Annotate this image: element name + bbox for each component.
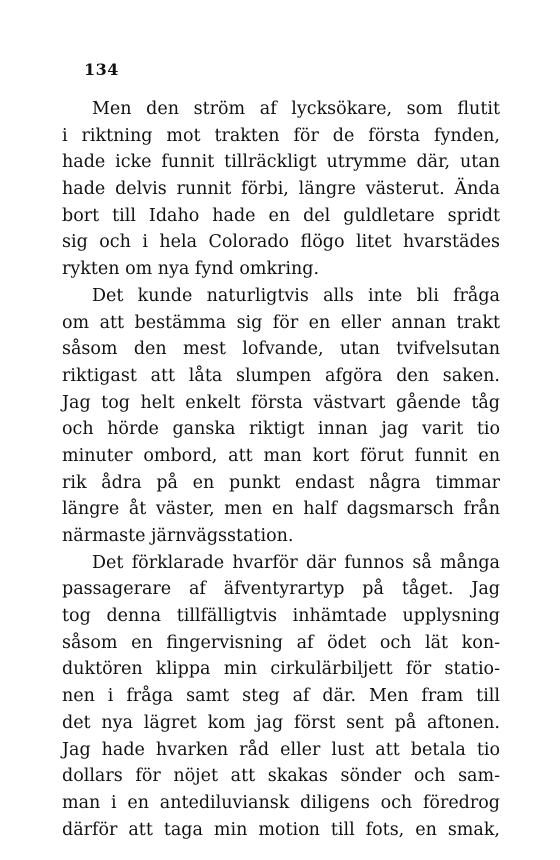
text-line: dollars för nöjet att skakas sönder och sam- — [62, 766, 500, 787]
text-line: nen i fråga samt steg af där. Men fram till — [62, 686, 500, 707]
text-line: bort till Idaho hade en del guldletare spridt — [62, 205, 500, 226]
text-line: längre åt väster, men en half dagsmarsch från — [62, 499, 500, 520]
text-line: rik ådra på en punkt endast några timmar — [62, 472, 500, 493]
text-line: hade icke funnit tillräckligt utrymme där, utan — [62, 152, 500, 173]
text-line: och hörde ganska riktigt innan jag varit tio — [62, 419, 500, 440]
body-text — [62, 96, 500, 843]
text-line: det nya lägret kom jag först sent på aftonen. — [62, 712, 500, 733]
text-line: såsom den mest lofvande, utan tvifvelsutan — [62, 339, 500, 360]
text-line: tog denna tillfälligtvis inhämtade upplysning — [62, 606, 500, 627]
text-line: i riktning mot trakten för de första fynden, — [62, 125, 500, 146]
text-line: man i en antediluviansk diligens och föredrog — [62, 792, 500, 813]
text-line: Jag hade hvarken råd eller lust att betala tio — [62, 739, 500, 760]
text-line: Jag tog helt enkelt första västvart gående tåg — [62, 392, 500, 413]
text-line: Det förklarade hvarför där funnos så många — [92, 552, 500, 573]
text-line: därför att taga min motion till fots, en smak, — [62, 819, 500, 840]
text-line: riktigast att låta slumpen afgöra den saken. — [62, 365, 500, 386]
text-line: Det kunde naturligtvis alls inte bli fråga — [92, 285, 500, 306]
text-line: minuter ombord, att man kort förut funnit en — [62, 445, 500, 466]
text-line: hade delvis runnit förbi, längre västerut. Ända — [62, 179, 500, 200]
text-line: närmaste järnvägsstation. — [62, 526, 294, 546]
text-line: sig och i hela Colorado flögo litet hvarstädes — [62, 232, 500, 253]
text-line: rykten om nya fynd omkring. — [62, 259, 320, 280]
text-line: såsom en fingervisning af ödet och lät kon- — [62, 632, 500, 653]
text-line: Men den ström af lycksökare, som flutit — [92, 99, 500, 119]
page-number: 134 — [84, 60, 119, 79]
text-line: passagerare af äfventyrartyp på tåget. Jag — [62, 579, 500, 600]
text-line: duktören klippa min cirkulärbiljett för statio- — [62, 659, 500, 680]
text-line: om att bestämma sig för en eller annan trakt — [62, 312, 500, 333]
